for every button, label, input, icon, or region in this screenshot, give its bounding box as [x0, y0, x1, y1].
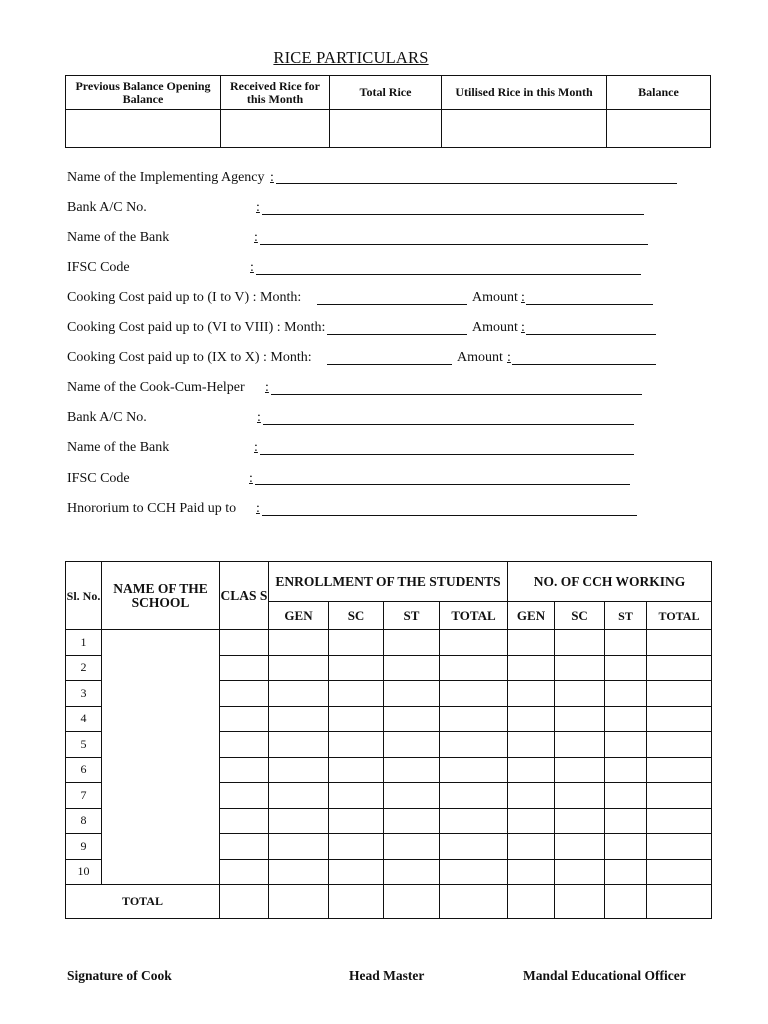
honorarium-input[interactable] [262, 501, 637, 516]
table-cell[interactable] [220, 859, 269, 885]
table-cell[interactable] [440, 706, 508, 732]
field-label: Bank A/C No. [67, 200, 147, 215]
colon: : [254, 230, 258, 245]
table-cell[interactable] [440, 808, 508, 834]
table-cell[interactable] [508, 732, 555, 758]
total-cell[interactable] [605, 885, 647, 919]
header-class: CLAS S [220, 562, 269, 630]
colon: : [249, 471, 253, 486]
table-cell[interactable] [384, 808, 440, 834]
table-cell[interactable] [269, 706, 329, 732]
colon: : [254, 440, 258, 455]
table-cell[interactable] [384, 732, 440, 758]
field-label: Cooking Cost paid up to (I to V) : Month: [67, 290, 302, 305]
table-cell[interactable] [220, 757, 269, 783]
table-cell[interactable] [647, 630, 712, 656]
table-cell[interactable] [269, 783, 329, 809]
field-label: Bank A/C No. [67, 410, 147, 425]
table-cell[interactable] [605, 808, 647, 834]
table-cell[interactable] [508, 859, 555, 885]
table-cell[interactable] [605, 757, 647, 783]
table-cell[interactable] [269, 834, 329, 860]
table-cell[interactable] [329, 630, 384, 656]
total-cell[interactable] [329, 885, 384, 919]
colon: : [521, 320, 525, 335]
table-cell[interactable] [220, 630, 269, 656]
table-cell[interactable] [647, 655, 712, 681]
total-cell[interactable] [269, 885, 329, 919]
page-title: RICE PARTICULARS [273, 48, 429, 67]
table-cell[interactable] [269, 655, 329, 681]
table-cell[interactable] [220, 808, 269, 834]
table-cell[interactable] [605, 706, 647, 732]
field-label: Cooking Cost paid up to (IX to X) : Month: [67, 350, 312, 365]
row-number: 4 [66, 706, 102, 732]
table-cell[interactable] [555, 732, 605, 758]
table-cell[interactable] [555, 681, 605, 707]
amount-label: Amount [457, 350, 503, 365]
subheader-total: TOTAL [440, 602, 508, 630]
table-cell[interactable] [329, 706, 384, 732]
table-cell[interactable] [329, 783, 384, 809]
subheader-cch-sc: SC [555, 602, 605, 630]
row-number: 8 [66, 808, 102, 834]
row-number: 3 [66, 681, 102, 707]
field-label: Hnororium to CCH Paid up to [67, 501, 237, 516]
cook-cum-helper-input[interactable] [271, 380, 642, 395]
row-number: 1 [66, 630, 102, 656]
total-cell[interactable] [440, 885, 508, 919]
total-cell[interactable] [508, 885, 555, 919]
field-cooking-cost-6-8 [67, 320, 325, 340]
table-cell[interactable] [647, 834, 712, 860]
month-6-8-input[interactable] [327, 320, 467, 335]
table-cell[interactable] [220, 681, 269, 707]
amount-9-10-input[interactable] [512, 350, 656, 365]
table-cell[interactable] [440, 757, 508, 783]
table-cell[interactable] [605, 834, 647, 860]
row-number: 5 [66, 732, 102, 758]
table-cell[interactable] [269, 757, 329, 783]
colon: : [265, 380, 269, 395]
row-number: 10 [66, 859, 102, 885]
table-cell[interactable] [440, 732, 508, 758]
signature-officer: Mandal Educational Officer [523, 968, 686, 983]
total-cell[interactable] [647, 885, 712, 919]
field-cch-bank-ac [67, 410, 147, 430]
table-cell[interactable] [508, 757, 555, 783]
rice-table-entry-row [66, 110, 711, 148]
field-label: Name of the Bank [67, 440, 170, 455]
subheader-cch-total: TOTAL [647, 602, 712, 630]
table-cell[interactable] [508, 681, 555, 707]
table-cell[interactable] [220, 783, 269, 809]
colon: : [250, 260, 254, 275]
table-cell[interactable] [269, 681, 329, 707]
header-previous-balance: Previous Balance Opening Balance [66, 76, 221, 110]
received-rice-cell[interactable] [221, 110, 330, 148]
table-cell[interactable] [605, 630, 647, 656]
table-cell[interactable] [605, 732, 647, 758]
table-cell[interactable] [384, 655, 440, 681]
field-label: Name of the Cook-Cum-Helper [67, 380, 245, 395]
table-cell[interactable] [508, 808, 555, 834]
table-cell[interactable] [329, 834, 384, 860]
subheader-st: ST [384, 602, 440, 630]
table-cell[interactable] [269, 808, 329, 834]
ifsc-input[interactable] [256, 260, 641, 275]
table-cell[interactable] [384, 834, 440, 860]
table-cell[interactable] [329, 655, 384, 681]
table-cell[interactable] [508, 706, 555, 732]
table-cell[interactable] [555, 630, 605, 656]
table-cell[interactable] [508, 630, 555, 656]
field-cooking-cost-1-5 [67, 290, 301, 310]
table-cell[interactable] [384, 783, 440, 809]
field-label: IFSC Code [67, 260, 130, 275]
table-cell[interactable] [555, 757, 605, 783]
field-honorarium [67, 501, 236, 521]
colon: : [507, 350, 511, 365]
subheader-gen: GEN [269, 602, 329, 630]
balance-cell[interactable] [607, 110, 711, 148]
total-rice-cell[interactable] [330, 110, 442, 148]
field-cch-ifsc [67, 471, 130, 491]
table-cell[interactable] [329, 732, 384, 758]
subheader-cch-gen: GEN [508, 602, 555, 630]
field-label: Name of the Implementing Agency [67, 170, 265, 185]
table-cell[interactable] [269, 630, 329, 656]
colon: : [256, 501, 260, 516]
signature-head-master: Head Master [349, 968, 425, 983]
total-cell[interactable] [555, 885, 605, 919]
enrollment-table [65, 561, 712, 919]
table-cell[interactable] [220, 706, 269, 732]
table-cell[interactable] [647, 783, 712, 809]
table-cell[interactable] [440, 783, 508, 809]
table-cell[interactable] [647, 757, 712, 783]
cch-bank-ac-input[interactable] [263, 410, 634, 425]
bank-name-input[interactable] [260, 230, 648, 245]
table-cell[interactable] [647, 732, 712, 758]
table-cell[interactable] [440, 630, 508, 656]
cch-ifsc-input[interactable] [255, 470, 630, 485]
field-implementing-agency [67, 170, 265, 190]
amount-1-5-input[interactable] [526, 290, 653, 305]
table-cell[interactable] [329, 859, 384, 885]
amount-label: Amount [472, 320, 518, 335]
amount-6-8-input[interactable] [526, 320, 656, 335]
table-cell[interactable] [647, 808, 712, 834]
total-label: TOTAL [66, 885, 220, 919]
table-cell[interactable] [647, 706, 712, 732]
field-cook-cum-helper [67, 380, 245, 400]
table-cell[interactable] [384, 630, 440, 656]
table-cell[interactable] [329, 681, 384, 707]
signature-cook: Signature of Cook [67, 968, 172, 983]
header-row-top [66, 562, 712, 602]
table-cell[interactable] [605, 655, 647, 681]
table-cell[interactable] [384, 757, 440, 783]
colon: : [257, 410, 261, 425]
field-cooking-cost-9-10 [67, 350, 312, 370]
colon: : [521, 290, 525, 305]
table-cell[interactable] [647, 681, 712, 707]
header-school-name: NAME OF THE SCHOOL [102, 562, 220, 630]
cch-bank-name-input[interactable] [260, 440, 634, 455]
table-cell[interactable] [440, 859, 508, 885]
field-ifsc [67, 260, 130, 280]
header-cch-working: NO. OF CCH WORKING [508, 562, 712, 602]
table-cell[interactable] [269, 859, 329, 885]
table-cell[interactable] [329, 757, 384, 783]
table-cell[interactable] [384, 859, 440, 885]
table-cell[interactable] [220, 834, 269, 860]
field-label: Name of the Bank [67, 230, 170, 245]
total-row [66, 885, 712, 919]
table-cell[interactable] [508, 834, 555, 860]
bank-ac-input[interactable] [262, 200, 644, 215]
field-cch-bank-name [67, 440, 169, 460]
table-cell[interactable] [555, 808, 605, 834]
header-utilised-rice: Utilised Rice in this Month [442, 76, 607, 110]
table-cell[interactable] [384, 706, 440, 732]
colon: : [270, 170, 274, 185]
table-cell[interactable] [440, 834, 508, 860]
table-cell[interactable] [269, 732, 329, 758]
table-body [66, 630, 712, 885]
field-bank-ac [67, 200, 147, 220]
header-received-rice: Received Rice for this Month [221, 76, 330, 110]
table-cell[interactable] [555, 706, 605, 732]
table-cell[interactable] [605, 783, 647, 809]
previous-balance-cell[interactable] [66, 110, 221, 148]
table-cell[interactable] [647, 859, 712, 885]
header-sl-no: Sl. No. [66, 562, 102, 630]
colon: : [256, 200, 260, 215]
row-number: 2 [66, 655, 102, 681]
school-name-cell[interactable] [102, 630, 220, 885]
table-row [66, 630, 712, 656]
total-cell[interactable] [220, 885, 269, 919]
table-cell[interactable] [605, 859, 647, 885]
table-cell[interactable] [329, 808, 384, 834]
table-cell[interactable] [384, 681, 440, 707]
rice-table-header-row [66, 76, 711, 110]
row-number: 7 [66, 783, 102, 809]
amount-label: Amount [472, 290, 518, 305]
utilised-rice-cell[interactable] [442, 110, 607, 148]
header-enrollment: ENROLLMENT OF THE STUDENTS [269, 562, 508, 602]
table-cell[interactable] [555, 783, 605, 809]
row-number: 6 [66, 757, 102, 783]
field-bank-name [67, 230, 169, 250]
row-number: 9 [66, 834, 102, 860]
table-cell[interactable] [220, 732, 269, 758]
field-label: Cooking Cost paid up to (VI to VIII) : Month: [67, 320, 326, 335]
rice-particulars-table [65, 75, 711, 148]
header-balance: Balance [607, 76, 711, 110]
total-cell[interactable] [384, 885, 440, 919]
table-cell[interactable] [440, 681, 508, 707]
subheader-cch-st: ST [605, 602, 647, 630]
table-cell[interactable] [508, 655, 555, 681]
table-cell[interactable] [508, 783, 555, 809]
subheader-sc: SC [329, 602, 384, 630]
field-label: IFSC Code [67, 471, 130, 486]
table-cell[interactable] [555, 834, 605, 860]
table-cell[interactable] [555, 859, 605, 885]
table-cell[interactable] [440, 655, 508, 681]
header-total-rice: Total Rice [330, 76, 442, 110]
month-1-5-input[interactable] [317, 290, 467, 305]
month-9-10-input[interactable] [327, 350, 452, 365]
table-cell[interactable] [555, 655, 605, 681]
table-cell[interactable] [605, 681, 647, 707]
implementing-agency-input[interactable] [276, 169, 677, 184]
table-cell[interactable] [220, 655, 269, 681]
